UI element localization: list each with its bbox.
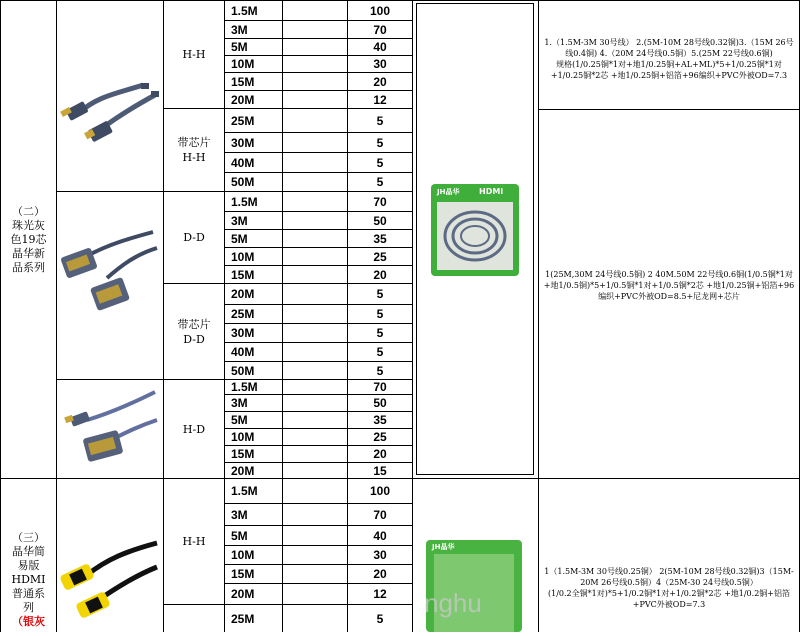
quantity-cell: 25 [373,249,387,264]
quantity-cell: 20 [373,74,387,89]
series-line: HDMI [11,573,46,586]
series-line: 晶华新 [12,246,45,260]
length-cell: 25M [231,307,255,321]
connector-type: 带芯片 D-D [177,317,211,346]
dvi-cable-image [57,192,163,379]
quantity-cell: 25 [373,430,387,444]
package-brand-label: JH晶华 [432,543,455,551]
quantity-cell: 15 [373,463,387,478]
series-name-cell [1,1,56,478]
length-cell: 30M [231,326,255,340]
series-name-cell [1,528,56,632]
length-cell: 15M [231,567,255,581]
hdmi-flat-cable-image [57,1,163,191]
connector-type: 带芯片 H-H [177,136,211,164]
series-line: 色19芯 [10,232,47,246]
length-cell: 25M [231,113,255,128]
series-line: 普通系 [12,587,45,600]
quantity-cell: 5 [376,113,384,128]
length-cell: 50M [231,363,255,378]
length-cell: 15M [231,267,255,282]
quantity-cell: 20 [373,447,387,461]
length-cell: 50M [231,175,255,189]
length-cell: 1.5M [231,380,258,394]
series-line: （二） [12,204,45,218]
quantity-cell: 50 [373,396,387,410]
length-cell: 10M [231,249,255,264]
length-cell: 25M [231,611,255,626]
series-line: 易版 [17,559,40,572]
length-cell: 30M [231,135,255,150]
connector-type: H-D [182,422,206,436]
length-cell: 1.5M [231,484,258,498]
series-line: 珠光灰 [12,218,45,232]
length-cell: 20M [231,92,255,107]
spec-text: 1（1.5M-3M 30号线0.25铜） 2(5M-10M 28号线0.32铜)3（15M-20M 26号线0.5铜）4（25M-30 24号线0.5铜） (1/0.2全铜*1对)*5+1/0.2铜*1对+1/0.2铜*2芯 +地1/0.2铜+铝箔+PVC外被OD=7.3 [544,567,794,609]
quantity-cell: 40 [373,40,387,54]
quantity-cell: 12 [373,92,387,107]
quantity-cell: 35 [373,413,387,427]
quantity-cell: 70 [373,507,387,522]
package-brand-label: JH晶华 [437,188,460,196]
hdmi-dvi-cable-image [57,380,163,478]
length-cell: 3M [231,396,248,410]
quantity-cell: 5 [376,175,384,189]
series-line: 列 [23,601,34,614]
package-hdmi-label: HDMI [479,187,504,196]
spec-text: 1.（1.5M-3M 30号线） 2.(5M-10M 28号线0.32铜)3.（15M 26号线0.4铜) 4.（20M 24号线0.5铜）5.(25M 22号线0.6铜) 规格(1/0.25铜*1对+地1/0.25铜+AL+ML)*5+1/0.25铜*1对+1/0.25铜*2芯 +地1/0.25铜+铝箔+96编织+PVC外被OD=7.3 [544,38,794,80]
spec-text: 1(25M,30M 24号线0.5铜) 2 40M.50M 22号线0.6铜(1/0.5铜*1对+地1/0.5铜)*5+1/0.5铜*1对+1/0.5铜*2芯 +地1/0.25铜+铝箔+96编织+PVC外被OD=8.5+尼龙网+芯片 [543,269,795,301]
quantity-cell: 5 [376,287,384,301]
quantity-cell: 100 [369,4,391,18]
length-cell: 15M [231,447,255,461]
quantity-cell: 70 [373,194,387,209]
series-line: （三） [12,531,45,544]
connector-type: H-H [182,535,206,548]
series-line-red: （银灰 [12,615,45,628]
length-cell: 1.5M [231,194,258,209]
hdmi-yellow-cable-image [57,479,163,632]
quantity-cell: 30 [373,57,387,71]
quantity-cell: 35 [373,231,387,246]
quantity-cell: 70 [373,380,387,394]
quantity-cell: 5 [376,345,384,359]
length-cell: 10M [231,57,255,71]
length-cell: 3M [231,213,248,228]
length-cell: 20M [231,287,255,301]
watermark-text: nghu [424,588,482,618]
quantity-cell: 5 [376,363,384,378]
quantity-cell: 5 [376,611,384,626]
length-cell: 1.5M [231,4,258,18]
series-line: 晶华简 [12,545,45,558]
connector-type: D-D [183,231,205,244]
connector-type: H-H [182,48,206,61]
length-cell: 40M [231,155,255,170]
quantity-cell: 5 [376,307,384,321]
quantity-cell: 20 [373,567,387,581]
length-cell: 20M [231,587,255,601]
series-line: 品系列 [12,260,45,274]
quantity-cell: 30 [373,548,387,562]
length-cell: 10M [231,548,255,562]
length-cell: 5M [231,40,248,54]
quantity-cell: 12 [373,587,387,601]
quantity-cell: 100 [369,484,391,498]
quantity-cell: 50 [373,213,387,228]
length-cell: 20M [231,463,255,478]
length-cell: 5M [231,413,248,427]
length-cell: 5M [231,528,248,543]
quantity-cell: 5 [376,326,384,340]
length-cell: 15M [231,74,255,89]
length-cell: 40M [231,345,255,359]
quantity-cell: 5 [376,135,384,150]
length-cell: 3M [231,507,248,522]
quantity-cell: 5 [376,155,384,170]
length-cell: 3M [231,22,248,37]
package-photo [431,184,519,276]
length-cell: 10M [231,430,255,444]
length-cell: 5M [231,231,248,246]
quantity-cell: 40 [373,528,387,543]
quantity-cell: 20 [373,267,387,282]
quantity-cell: 70 [373,22,387,37]
